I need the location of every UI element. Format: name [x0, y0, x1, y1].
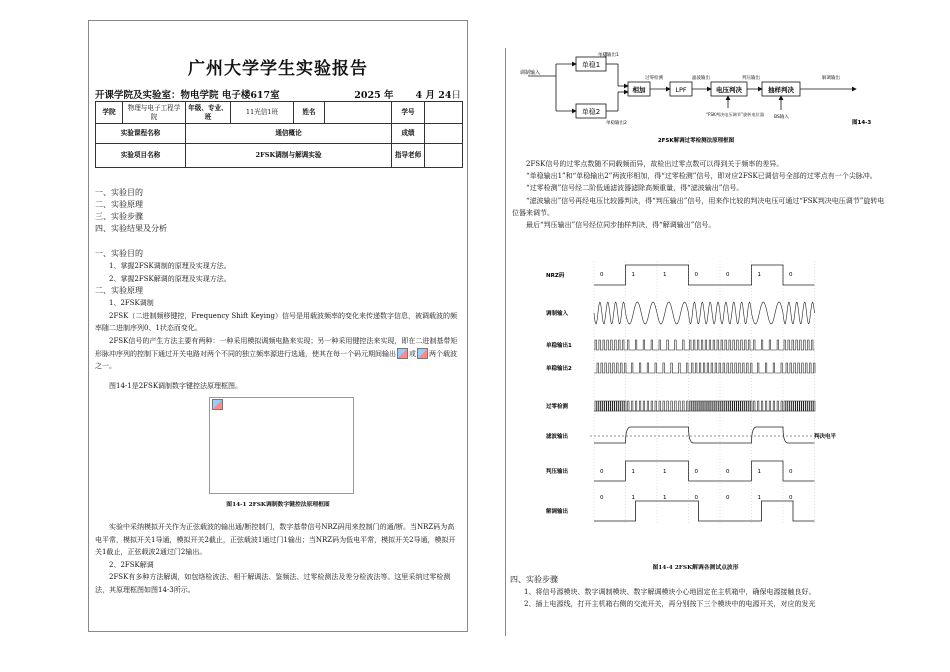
nrz-bit-label: 0	[694, 272, 698, 278]
block-lpf: LPF	[675, 86, 687, 94]
waveform-row-label: 滤波输出	[546, 434, 569, 440]
nrz-bit-label: 1	[631, 272, 635, 278]
id-val	[425, 102, 463, 124]
project-key: 实验项目名称	[96, 144, 186, 168]
paragraph: 图14-1是2FSK调制数字键控法原理框图。	[109, 381, 243, 390]
right-page	[505, 48, 885, 636]
mono-out1-wave	[594, 340, 815, 350]
grade-val: 11光信1班	[231, 102, 294, 124]
block-sampler: 抽样判决	[768, 86, 794, 94]
block-sum: 相加	[632, 86, 646, 94]
paragraph: 2FSK信号的过零点数随不同载频而异，故检出过零点数可以得到关于频率的差异。	[526, 160, 784, 168]
nrz-bit-label: 1	[757, 272, 761, 278]
paragraph: “滤波输出”信号再经电压比较器判决，得“判压输出”信号，用来作比较的判决电压可通过“FSK判决电压调节”旋转电位器来调节。	[512, 196, 885, 217]
judge-bit-label: 1	[757, 469, 761, 475]
paragraph: 最后“判压输出”信号经位同步抽样判决，得“解调输出”信号。	[526, 221, 716, 230]
judge-bit-label: 0	[600, 469, 604, 475]
toc-item: 一、实验目的	[95, 188, 143, 197]
teacher-key: 指导老师	[392, 144, 425, 168]
college-key: 学院	[96, 102, 123, 124]
name-key: 姓名	[294, 102, 325, 124]
left-body-2	[95, 521, 461, 597]
toc-item: 三、实验步骤	[95, 212, 143, 221]
report-title: 广州大学学生实验报告	[188, 59, 368, 79]
judge-bit-label: 1	[663, 469, 667, 475]
list-item: 1、将信号源模块、数字调制模块、数字解调模块小心地固定在主机箱中，确保电源接触良好。	[524, 588, 816, 596]
formula-image	[417, 348, 428, 359]
waveform-row-label: 判压输出	[546, 469, 569, 475]
demod-bit-label: 1	[757, 495, 761, 501]
course-key: 实验课程名称	[96, 124, 186, 144]
zero-detect-wave	[594, 401, 815, 411]
paragraph: 2FSK有多种方法解调，如包络检波法、相干解调法、鉴频法、过零检测法及差分检波法等。这里采纳过零检测法，其原理框图如图14-3所示。	[95, 573, 451, 594]
course-val: 通信概论	[186, 124, 392, 144]
label-mono-out2: 单稳输出2	[606, 121, 627, 126]
info-table	[95, 101, 463, 168]
teacher-val	[425, 144, 463, 168]
figure-number: 图14-3	[852, 120, 872, 126]
waveform-row-label: 单稳输出2	[546, 366, 572, 372]
left-page	[88, 20, 468, 632]
score-val	[425, 124, 463, 144]
college-val: 物理与电子工程学院	[123, 102, 186, 124]
mono-out2-wave	[594, 363, 815, 373]
toc	[95, 187, 461, 235]
label-zero-detect: 过零检测	[645, 76, 663, 81]
fsk-modulated-wave	[594, 302, 815, 324]
paragraph: 2FSK信号的产生方法主要有两种：一种采用模拟调频电路来实现；另一种采用键控法来实现，即在二进制基带矩形脉冲序列的控制下通过开关电路对两个不同的独立频率源进行选通，使其在每一个码元期间输出 或 两个载波之一。	[95, 336, 458, 371]
report-day: 日	[451, 90, 461, 101]
waveform-row-label: 单稳输出1	[546, 343, 572, 349]
list-item: 2、掌握2FSK解调的原理及实现方法。	[109, 274, 231, 283]
demod-bit-label: 0	[726, 495, 730, 501]
paragraph: 实验中采纳模拟开关作为正弦载波的输出通/断控制门，数字基带信号NRZ码用来控制门的通/断。当NRZ码为高电平常，模拟开关1导通，模拟开关2截止，正弦载波1通过门1输出；当NRZ码为低电平常，模拟开关2导通，模拟开关1截止，正弦载波2通过门2输出。	[95, 523, 456, 557]
judge-bit-label: 0	[694, 469, 698, 475]
list-item: 1、掌握2FSK调制的原理及实现方法。	[109, 262, 231, 270]
waveform-row-label: 过零检测	[546, 404, 569, 410]
toc-item: 四、实验结果及分析	[95, 224, 167, 233]
left-body	[95, 248, 461, 392]
score-key: 成绩	[392, 124, 425, 144]
list-item: 2、插上电源线，打开主机箱右侧的交流开关，再分别按下三个模块中的电源开关，对应的发光	[524, 600, 816, 609]
label-adjust: “FSK判决电压调节”旋转电位器	[706, 112, 765, 117]
paragraph: 2FSK（二进制频移键控，Frequency Shift Keying）信号是用载波频率的变化来传递数字信息，被调载波的频率随二进制序列0、1状态而变化。	[95, 311, 457, 333]
grade-key: 年级、专业、班	[186, 102, 231, 124]
block-mono2: 单稳2	[581, 108, 601, 116]
block-mono1: 单稳1	[581, 61, 601, 69]
demod-bit-label: 0	[789, 495, 793, 501]
demod-out-wave	[594, 501, 815, 521]
label-demod-out: 解调输出	[822, 76, 840, 81]
toc-item: 二、实验原理	[95, 200, 143, 209]
formula-image	[397, 348, 408, 359]
zero-detect-wave	[594, 401, 815, 411]
label-mod-input: 调制输入	[520, 70, 541, 76]
paragraph: “单稳输出1”和“单稳输出2”两波形相加，得“过零检测”信号，即对应2FSK已调信号全部的过零点有一个尖脉冲。	[526, 172, 877, 181]
college-value: 物电学院 电子楼617室	[180, 90, 280, 101]
judge-bit-label: 0	[726, 469, 730, 475]
judge-level-label: 判决电平	[814, 434, 837, 440]
sub-heading: 1、2FSK调制	[109, 299, 154, 308]
figure-14-1-placeholder	[209, 397, 354, 494]
waveform-row-label: NRZ码	[546, 273, 565, 279]
right-body-2	[510, 574, 885, 610]
figure-caption: 2FSK解调过零检测法原理框图	[657, 138, 735, 144]
id-key: 学号	[392, 102, 425, 124]
right-body	[512, 158, 885, 231]
nrz-bit-label: 0	[789, 272, 793, 278]
demod-bit-label: 0	[600, 495, 604, 501]
figure-caption: 图14-1 2FSK调制数字键控法原理框图	[226, 502, 330, 508]
judge-bit-label: 0	[789, 469, 793, 475]
broken-image-icon	[212, 399, 223, 410]
block-diagram-14-3	[506, 48, 886, 144]
waveform-row-label: 调制输入	[546, 311, 569, 317]
college-label: 开课学院及实验室：	[95, 90, 181, 101]
name-val	[325, 102, 392, 124]
section-heading: 二、实验原理	[95, 286, 143, 296]
report-year: 2025 年	[354, 90, 394, 101]
label-bs-input: BS输入	[774, 115, 789, 120]
filter-out-wave	[594, 427, 815, 443]
nrz-wave	[594, 265, 815, 285]
label-judge-out: 判压输出	[742, 76, 760, 81]
figure-caption: 图14-4 2FSK解调各测试点波形	[652, 565, 739, 571]
demod-bit-label: 1	[631, 495, 635, 501]
sub-heading: 2、2FSK解调	[109, 560, 154, 569]
waveform-row-label: 解调输出	[546, 509, 569, 515]
nrz-bit-label: 0	[600, 272, 604, 278]
nrz-bit-label: 0	[726, 272, 730, 278]
paragraph: “过零检测”信号经二阶低通滤波器滤除高频重量，得“滤波输出”信号。	[526, 184, 744, 193]
judge-out-wave	[594, 461, 815, 481]
block-comparator: 电压判决	[716, 86, 742, 94]
nrz-bit-label: 1	[663, 272, 667, 278]
section-heading: 一、实验目的	[95, 249, 143, 258]
report-date: 4 月 24	[415, 90, 452, 101]
demod-bit-label: 1	[663, 495, 667, 501]
label-filter-out: 滤波输出	[692, 76, 710, 81]
judge-bit-label: 1	[631, 469, 635, 475]
waveform-diagram-14-4	[506, 253, 886, 571]
demod-bit-label: 0	[694, 495, 698, 501]
section-heading: 四、实验步骤	[510, 575, 558, 584]
project-val: 2FSK调制与解调实验	[186, 144, 392, 168]
header-line	[95, 87, 461, 101]
label-mono-out1: 单稳输出1	[598, 53, 619, 58]
